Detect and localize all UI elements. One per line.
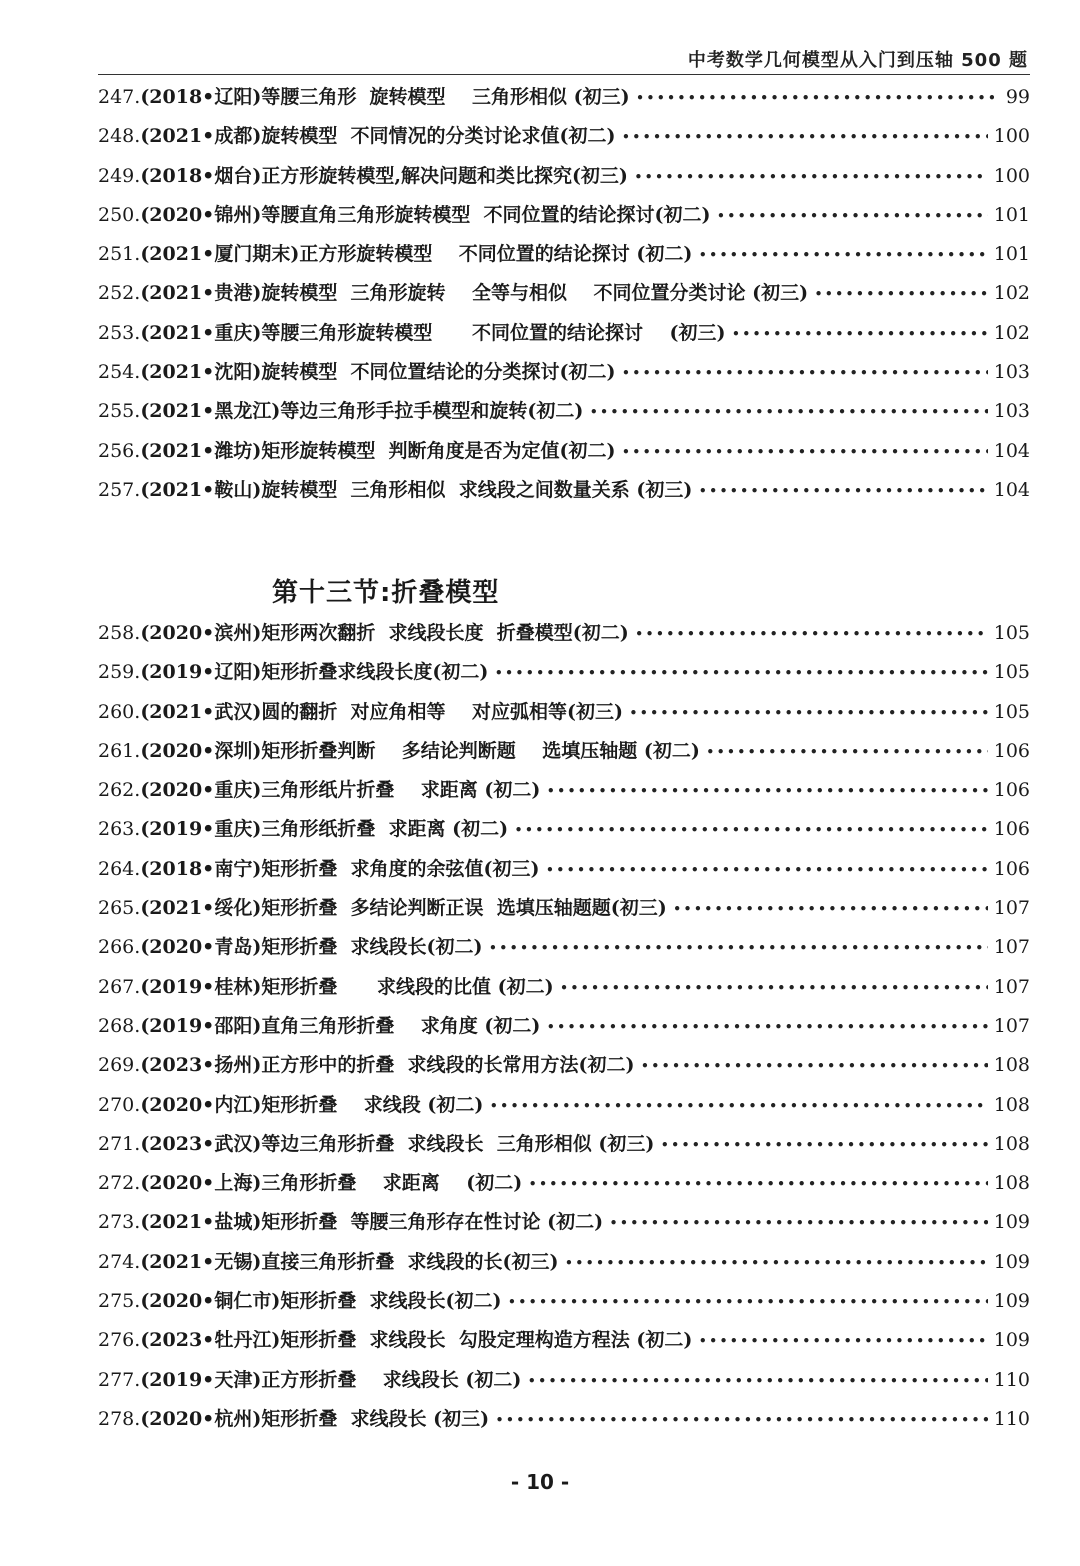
toc-entry[interactable] [98,1365,1030,1404]
entry-page: 104 [993,439,1030,462]
entry-page: 106 [993,857,1030,880]
book-title: 中考数学几何模型从入门到压轴 500 题 [687,50,1028,71]
dot-leader [489,1097,987,1115]
dot-leader [698,246,987,264]
entry-number: 263. [98,818,141,841]
entry-page: 108 [993,1054,1030,1077]
entry-source: (2020•杭州) [140,1407,262,1430]
entry-title: 旋转模型 不同位置结论的分类探讨(初二) [261,361,616,384]
entry-page: 109 [993,1329,1030,1352]
entry-title: 矩形折叠求线段长度(初二) [261,661,489,684]
entry-title: 直角三角形折叠 求角度 (初二) [261,1014,541,1037]
entry-title: 正方形旋转模型,解决问题和类比探究(初三) [261,164,628,187]
entry-title: 等边三角形折叠 求线段长 三角形相似 (初三) [261,1132,655,1155]
toc-entry[interactable] [98,121,1030,160]
entry-page: 109 [993,1211,1030,1234]
toc-entry[interactable] [98,1129,1030,1168]
toc-entry[interactable] [98,775,1030,814]
entry-page: 100 [993,125,1030,148]
entry-source: (2023•扬州) [140,1054,262,1077]
entry-number: 269. [98,1054,141,1077]
entry-number: 277. [98,1368,141,1391]
toc-list-part1 [98,82,1030,514]
entry-title: 矩形折叠 等腰三角形存在性讨论 (初二) [261,1211,604,1234]
entry-page: 101 [993,203,1030,226]
toc-entry[interactable] [98,854,1030,893]
entry-number: 274. [98,1250,141,1273]
entry-source: (2021•无锡) [140,1250,262,1273]
dot-leader [622,443,988,461]
entry-number: 266. [98,936,141,959]
entry-source: (2020•锦州) [140,203,262,226]
entry-title: 三角形纸片折叠 求距离 (初二) [261,779,541,802]
dot-leader [698,482,987,500]
entry-page: 105 [993,622,1030,644]
entry-title: 正方形折叠 求线段长 (初二) [261,1368,522,1391]
entry-source: (2021•绥化) [140,897,262,920]
entry-number: 265. [98,897,141,920]
entry-number: 249. [98,164,141,187]
entry-page: 108 [993,1132,1030,1155]
dot-leader [636,89,994,107]
entry-title: 三角形折叠 求距离 (初二) [261,1172,523,1195]
entry-page: 99 [1005,86,1030,108]
entry-page: 102 [993,282,1030,305]
entry-page: 109 [993,1250,1030,1273]
dot-leader [494,664,987,682]
entry-title: 矩形两次翻折 求线段长度 折叠模型(初二) [261,622,629,644]
entry-source: (2021•武汉) [140,700,262,723]
entry-source: (2018•烟台) [140,164,262,187]
entry-source: (2021•黑龙江) [140,400,281,423]
toc-list-part2 [98,618,1030,1443]
toc-entry[interactable] [98,396,1030,435]
entry-title: 矩形旋转模型 判断角度是否为定值(初二) [261,439,616,462]
entry-source: (2021•盐城) [140,1211,262,1234]
entry-title: 旋转模型 不同情况的分类讨论求值(初二) [261,125,616,148]
toc-entry[interactable] [98,278,1030,317]
entry-source: (2021•潍坊) [140,439,262,462]
page-number: - 10 - [510,1470,570,1494]
toc-entry[interactable] [98,1168,1030,1207]
entry-page: 108 [993,1093,1030,1116]
toc-entry[interactable] [98,357,1030,396]
entry-number: 259. [98,661,141,684]
entry-number: 255. [98,400,141,423]
toc-entry[interactable] [98,972,1030,1011]
dot-leader [495,1411,988,1429]
entry-page: 106 [993,818,1030,841]
entry-number: 252. [98,282,141,305]
entry-page: 103 [993,361,1030,384]
entry-source: (2018•辽阳) [140,86,262,108]
toc-entry[interactable] [98,932,1030,971]
toc-entry[interactable] [98,657,1030,696]
dot-leader [706,743,988,761]
entry-page: 104 [993,478,1030,501]
entry-title: 矩形折叠 求线段 (初二) [261,1093,484,1116]
entry-title: 矩形折叠 求线段长 勾股定理构造方程法 (初二) [280,1329,693,1352]
entry-page: 106 [993,779,1030,802]
entry-page: 102 [993,321,1030,344]
dot-leader [629,704,988,722]
entry-number: 271. [98,1132,141,1155]
entry-source: (2021•厦门期末) [140,243,300,266]
entry-page: 107 [993,1014,1030,1037]
entry-title: 矩形折叠判断 多结论判断题 选填压轴题 (初二) [261,739,700,762]
entry-page: 105 [993,661,1030,684]
entry-source: (2019•辽阳) [140,661,262,684]
entry-source: (2020•深圳) [140,739,262,762]
section-heading: 第十三节:折叠模型 [272,578,500,608]
toc-entry[interactable] [98,200,1030,239]
toc-entry[interactable] [98,1011,1030,1050]
entry-page: 100 [993,164,1030,187]
dot-leader [609,1214,988,1232]
entry-source: (2019•桂林) [140,975,262,998]
entry-number: 254. [98,361,141,384]
entry-source: (2019•邵阳) [140,1014,262,1037]
entry-title: 矩形折叠 求线段的比值 (初二) [261,975,554,998]
entry-title: 等腰三角形 旋转模型 三角形相似 (初三) [261,86,630,108]
toc-entry[interactable] [98,1286,1030,1325]
entry-page: 105 [993,700,1030,723]
dot-leader [589,403,987,421]
toc-entry[interactable] [98,1404,1030,1443]
toc-entry[interactable] [98,436,1030,475]
entry-number: 275. [98,1290,141,1313]
entry-title: 矩形折叠 求角度的余弦值(初三) [261,857,540,880]
entry-title: 矩形折叠 求线段长(初二) [280,1290,502,1313]
entry-number: 257. [98,478,141,501]
entry-number: 264. [98,857,141,880]
entry-page: 107 [993,897,1030,920]
entry-page: 110 [993,1407,1030,1430]
dot-leader [514,821,988,839]
entry-page: 101 [993,243,1030,266]
entry-number: 268. [98,1014,141,1037]
entry-number: 262. [98,779,141,802]
entry-source: (2021•重庆) [140,321,262,344]
entry-title: 矩形折叠 求线段长(初二) [261,936,483,959]
entry-page: 106 [993,739,1030,762]
entry-source: (2021•贵港) [140,282,262,305]
entry-page: 109 [993,1290,1030,1313]
dot-leader [528,1175,988,1193]
entry-number: 253. [98,321,141,344]
toc-entry[interactable] [98,82,1030,121]
entry-source: (2023•牡丹江) [140,1329,281,1352]
entry-title: 等边三角形手拉手模型和旋转(初二) [280,400,584,423]
dot-leader [565,1254,988,1272]
entry-title: 等腰三角形旋转模型 不同位置的结论探讨 (初三) [261,321,726,344]
entry-source: (2021•鞍山) [140,478,262,501]
entry-number: 272. [98,1172,141,1195]
dot-leader [508,1293,988,1311]
entry-source: (2021•沈阳) [140,361,262,384]
entry-title: 等腰直角三角形旋转模型 不同位置的结论探讨(初二) [261,203,711,226]
entry-source: (2020•铜仁市) [140,1290,281,1313]
dot-leader [698,1332,987,1350]
entry-title: 正方形中的折叠 求线段的长常用方法(初二) [261,1054,635,1077]
dot-leader [546,1018,987,1036]
entry-source: (2021•成都) [140,125,262,148]
dot-leader [717,207,988,225]
toc-entry[interactable] [98,239,1030,278]
entry-page: 108 [993,1172,1030,1195]
toc-entry[interactable] [98,475,1030,514]
toc-entry[interactable] [98,1247,1030,1286]
dot-leader [641,1057,988,1075]
entry-number: 248. [98,125,141,148]
entry-source: (2020•上海) [140,1172,262,1195]
dot-leader [673,900,988,918]
toc-entry[interactable] [98,814,1030,853]
dot-leader [489,939,988,957]
toc-entry[interactable] [98,1050,1030,1089]
dot-leader [560,979,988,997]
dot-leader [635,625,988,643]
entry-source: (2019•重庆) [140,818,262,841]
dot-leader [527,1372,987,1390]
dot-leader [622,364,988,382]
entry-number: 260. [98,700,141,723]
entry-title: 旋转模型 三角形旋转 全等与相似 不同位置分类讨论 (初三) [261,282,809,305]
entry-page: 107 [993,936,1030,959]
entry-number: 247. [98,86,141,108]
toc-entry[interactable] [98,697,1030,736]
entry-title: 直接三角形折叠 求线段的长(初三) [261,1250,559,1273]
page-header [98,40,1030,75]
toc-entry[interactable] [98,1207,1030,1246]
toc-entry[interactable] [98,1090,1030,1129]
dot-leader [731,325,987,343]
toc-entry[interactable] [98,893,1030,932]
entry-number: 261. [98,739,141,762]
entry-number: 267. [98,975,141,998]
dot-leader [660,1136,987,1154]
entry-number: 273. [98,1211,141,1234]
entry-page: 103 [993,400,1030,423]
dot-leader [546,782,987,800]
entry-source: (2020•内江) [140,1093,262,1116]
entry-source: (2018•南宁) [140,857,262,880]
dot-leader [814,285,988,303]
entry-title: 正方形旋转模型 不同位置的结论探讨 (初二) [299,243,693,266]
toc-entry[interactable] [98,161,1030,200]
entry-title: 三角形纸折叠 求距离 (初二) [261,818,509,841]
entry-number: 256. [98,439,141,462]
entry-number: 251. [98,243,141,266]
toc-entry[interactable] [98,1325,1030,1364]
toc-entry[interactable] [98,618,1030,657]
entry-source: (2020•滨州) [140,622,262,644]
entry-title: 旋转模型 三角形相似 求线段之间数量关系 (初三) [261,478,693,501]
toc-entry[interactable] [98,736,1030,775]
entry-page: 107 [993,975,1030,998]
entry-source: (2019•天津) [140,1368,262,1391]
dot-leader [634,168,988,186]
dot-leader [546,861,988,879]
entry-number: 258. [98,622,141,644]
entry-source: (2020•重庆) [140,779,262,802]
dot-leader [622,128,988,146]
entry-source: (2023•武汉) [140,1132,262,1155]
entry-number: 270. [98,1093,141,1116]
entry-number: 278. [98,1407,141,1430]
entry-page: 110 [993,1368,1030,1391]
entry-number: 276. [98,1329,141,1352]
toc-entry[interactable] [98,318,1030,357]
entry-title: 矩形折叠 求线段长 (初三) [261,1407,490,1430]
entry-source: (2020•青岛) [140,936,262,959]
entry-number: 250. [98,203,141,226]
entry-title: 矩形折叠 多结论判断正误 选填压轴题题(初三) [261,897,667,920]
entry-title: 圆的翻折 对应角相等 对应弧相等(初三) [261,700,623,723]
